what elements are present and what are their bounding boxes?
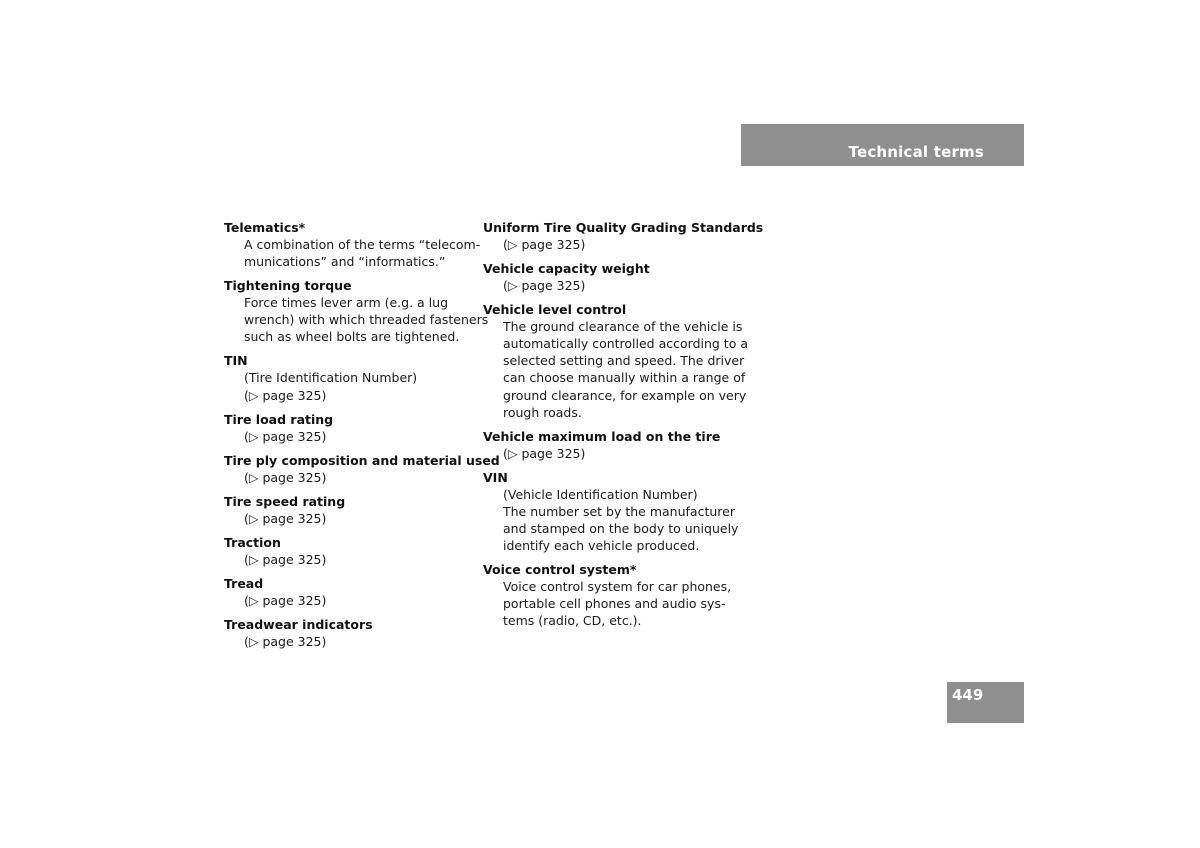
glossary-term: TIN — [224, 353, 248, 369]
glossary-term: Treadwear indicators — [224, 617, 373, 633]
glossary-entry-tread — [224, 575, 474, 609]
glossary-entry-voice-control-system — [483, 561, 743, 629]
glossary-definition-line: identify each vehicle produced. — [503, 538, 700, 554]
page-reference: (▷ page 325) — [244, 510, 327, 526]
glossary-entry-telematics — [224, 219, 481, 270]
glossary-definition-line: and stamped on the body to uniquely — [503, 521, 739, 537]
glossary-entry-utqg — [483, 219, 764, 253]
glossary-column-right — [483, 219, 764, 637]
glossary-definition-line: tems (radio, CD, etc.). — [503, 613, 642, 629]
page-reference: (▷ page 325) — [503, 237, 586, 252]
glossary-definition-line: The ground clearance of the vehicle is — [503, 319, 743, 335]
page-reference: (▷ page 325) — [244, 551, 327, 567]
glossary-definition-line: (Tire Identification Number) — [244, 370, 418, 386]
glossary-definition-line: wrench) with which threaded fasteners — [244, 312, 489, 328]
glossary-term: Vehicle maximum load on the tire — [483, 428, 721, 444]
glossary-entry-vehicle-max-load — [483, 428, 743, 462]
glossary-definition-line: automatically controlled according to a — [503, 336, 748, 352]
glossary-definition-line: can choose manually within a range of — [503, 370, 746, 386]
glossary-definition-line: Voice control system for car phones, — [503, 579, 732, 595]
page-reference: (▷ page 325) — [244, 634, 327, 650]
page-number: 449 — [952, 686, 984, 704]
glossary-term: Voice control system* — [483, 562, 637, 578]
section-header-tab — [741, 124, 1024, 166]
glossary-entry-vin — [483, 469, 743, 554]
glossary-term: Vehicle level control — [483, 302, 627, 318]
page-reference: (▷ page 325) — [244, 593, 327, 609]
page-reference: (▷ page 325) — [503, 445, 586, 461]
glossary-entry-tire-load-rating — [224, 411, 474, 445]
glossary-definition-line: portable cell phones and audio sys- — [503, 596, 726, 612]
glossary-term: Vehicle capacity weight — [483, 261, 650, 277]
glossary-entry-tin — [224, 352, 474, 403]
glossary-definition-line: Force times lever arm (e.g. a lug — [244, 295, 448, 311]
glossary-definition-line: The number set by the manufacturer — [503, 503, 735, 519]
glossary-term: Tread — [224, 576, 264, 592]
section-title: Technical terms — [848, 143, 984, 161]
page-reference: (▷ page 325) — [244, 387, 327, 403]
glossary-term: Tire load rating — [224, 411, 334, 427]
glossary-definition-line: selected setting and speed. The driver — [503, 353, 745, 369]
page-reference: (▷ page 325) — [503, 278, 586, 294]
glossary-term: Uniform Tire Quality Grading Standards — [483, 220, 764, 235]
glossary-term: Tire speed rating — [224, 493, 346, 509]
glossary-term: Traction — [224, 534, 281, 550]
glossary-term: Tightening torque — [224, 278, 352, 294]
glossary-entry-tightening-torque — [224, 277, 489, 345]
page-number-tab — [947, 682, 1024, 723]
glossary-entry-vehicle-capacity-weight — [483, 260, 743, 294]
glossary-term: VIN — [483, 469, 508, 485]
page-reference: (▷ page 325) — [244, 428, 327, 444]
glossary-term: Tire ply composition and material used — [224, 452, 500, 468]
glossary-entry-treadwear-indicators — [224, 616, 474, 650]
glossary-definition-line: A combination of the terms “telecom- — [244, 237, 481, 252]
glossary-definition-line: munications” and “informatics.” — [244, 254, 446, 270]
glossary-definition-line: ground clearance, for example on very — [503, 387, 747, 403]
glossary-entry-traction — [224, 534, 474, 568]
glossary-entry-vehicle-level-control — [483, 301, 748, 421]
glossary-term: Telematics* — [224, 220, 306, 235]
glossary-definition-line: rough roads. — [503, 404, 582, 420]
glossary-entry-tire-speed-rating — [224, 493, 474, 527]
page-reference: (▷ page 325) — [244, 469, 327, 485]
glossary-definition-line: (Vehicle Identification Number) — [503, 486, 698, 502]
glossary-definition-line: such as wheel bolts are tightened. — [244, 329, 460, 345]
